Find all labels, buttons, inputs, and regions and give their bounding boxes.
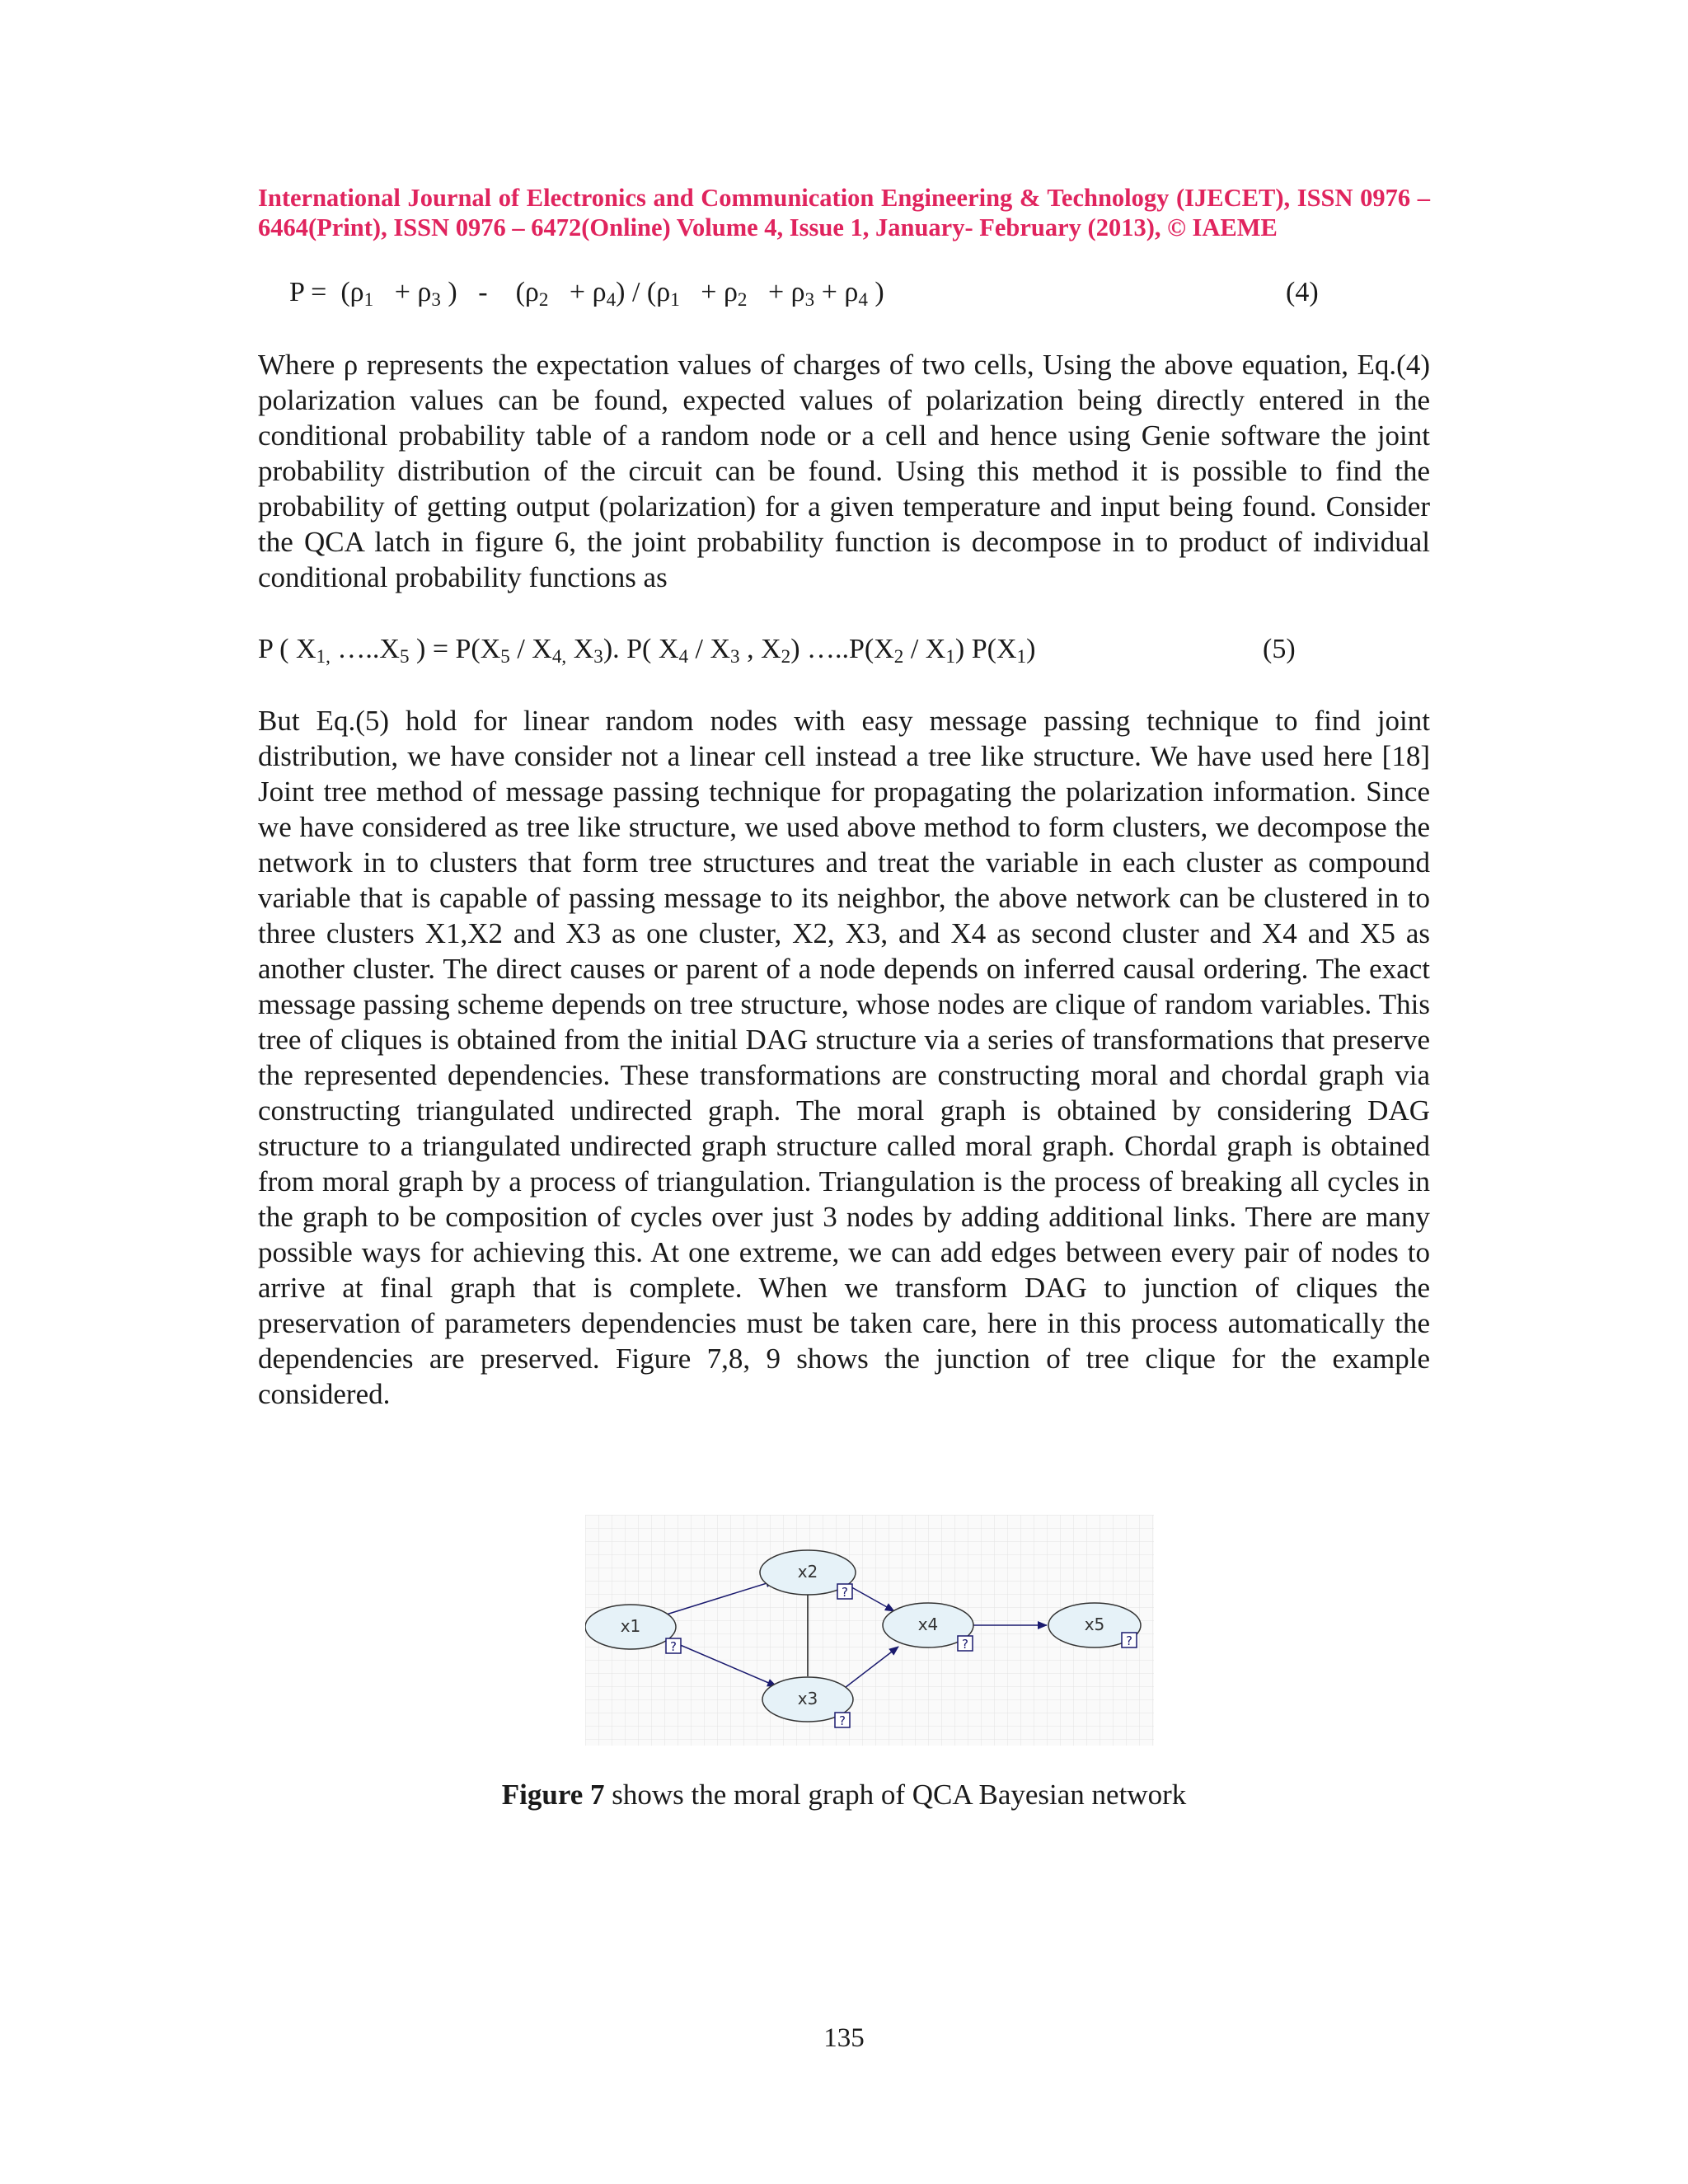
svg-text:x2: x2 [797, 1562, 818, 1582]
figure-caption-text: shows the moral graph of QCA Bayesian network [604, 1779, 1187, 1811]
equation-4: $P = (\rho_1$ + $\rho_3$ ) - ($\rho_2$ + $\rho_4) / (\rho_1$ + $\rho_2$ + $\rho_3 + \rho_4$ ) [289, 277, 884, 311]
equation-4-number: (4) [1286, 277, 1319, 307]
svg-text:x4: x4 [917, 1615, 939, 1634]
svg-text:x5: x5 [1084, 1615, 1105, 1634]
page-number: 135 [823, 2023, 865, 2053]
journal-header: International Journal of Electronics and Communication Engineering & Technology (IJECET), ISSN 0976 – 6464(Print), ISSN 0976 – 6472(Online) Volume 4, Issue 1, January- February (2013), © IAEME [258, 184, 1430, 241]
svg-text:?: ? [842, 1585, 848, 1600]
svg-text:?: ? [839, 1713, 846, 1728]
figure-caption [258, 1778, 1430, 1812]
node-x5 [1048, 1603, 1141, 1648]
svg-text:x1: x1 [620, 1616, 641, 1636]
svg-text:?: ? [1126, 1633, 1132, 1648]
figure-label: Figure 7 [501, 1779, 605, 1811]
paragraph-1: Where ρ represents the expectation values of charges of two cells, Using the above equation, Eq.(4) polarization values can be found, expected values of polarization being directly entered in the conditional probability table of a random node or a cell and hence using Genie software the joint probability distribution of the circuit can be found. Using this method it is possible to find the probability of getting output (polarization) for a given temperature and input being found. Consider the QCA latch in figure 6, the joint probability function is decompose in to product of individual conditional probability functions as [258, 349, 1430, 593]
equation-5-number: (5) [1263, 634, 1296, 664]
svg-text:x3: x3 [797, 1689, 818, 1708]
equation-5: P ( $X_{1,}$ $\dots..X_5$ ) = $P(X_5 / X_{4,}$ $X_3$). P( $X_4 / X_3$ , $X_2$) $\dots..P(X_2 / X_1)$ $P(X_1)$ [258, 634, 1036, 668]
moral-graph-figure [585, 1515, 1154, 1746]
paragraph-2: But Eq.(5) hold for linear random nodes with easy message passing technique to find joint distribution, we have consider not a linear cell instead a tree like structure. We have used here [18] Joint tree method of message passing technique for propagating the polarization information. Since we have considered as tree like structure, we used above method to form clusters, we decompose the network in to clusters that form tree structures and treat the variable in each cluster as compound variable that is capable of passing message to its neighbor, the above network can be clustered in to three clusters X1,X2 and X3 as one cluster, X2, X3, and X4 as second cluster and X4 and X5 as another cluster. The direct causes or parent of a node depends on inferred causal ordering. The exact message passing scheme depends on tree structure, whose nodes are clique of random variables. This tree of cliques is obtained from the initial DAG structure via a series of transformations that preserve the represented dependencies. These transformations are constructing moral and chordal graph via constructing triangulated undirected graph. The moral graph is obtained by considering DAG structure to a triangulated undirected graph structure called moral graph. Chordal graph is obtained from moral graph by a process of triangulation. Triangulation is the process of breaking all cycles in the graph to be composition of cycles over just 3 nodes by adding additional links. There are many possible ways for achieving this. At one extreme, we can add edges between every pair of nodes to arrive at final graph that is complete. When we transform DAG to junction of cliques the preservation of parameters dependencies must be taken care, here in this process automatically the dependencies are preserved. Figure 7,8, 9 shows the junction of tree clique for the example considered. [258, 705, 1430, 1410]
svg-text:?: ? [962, 1637, 968, 1652]
svg-text:?: ? [670, 1639, 677, 1654]
